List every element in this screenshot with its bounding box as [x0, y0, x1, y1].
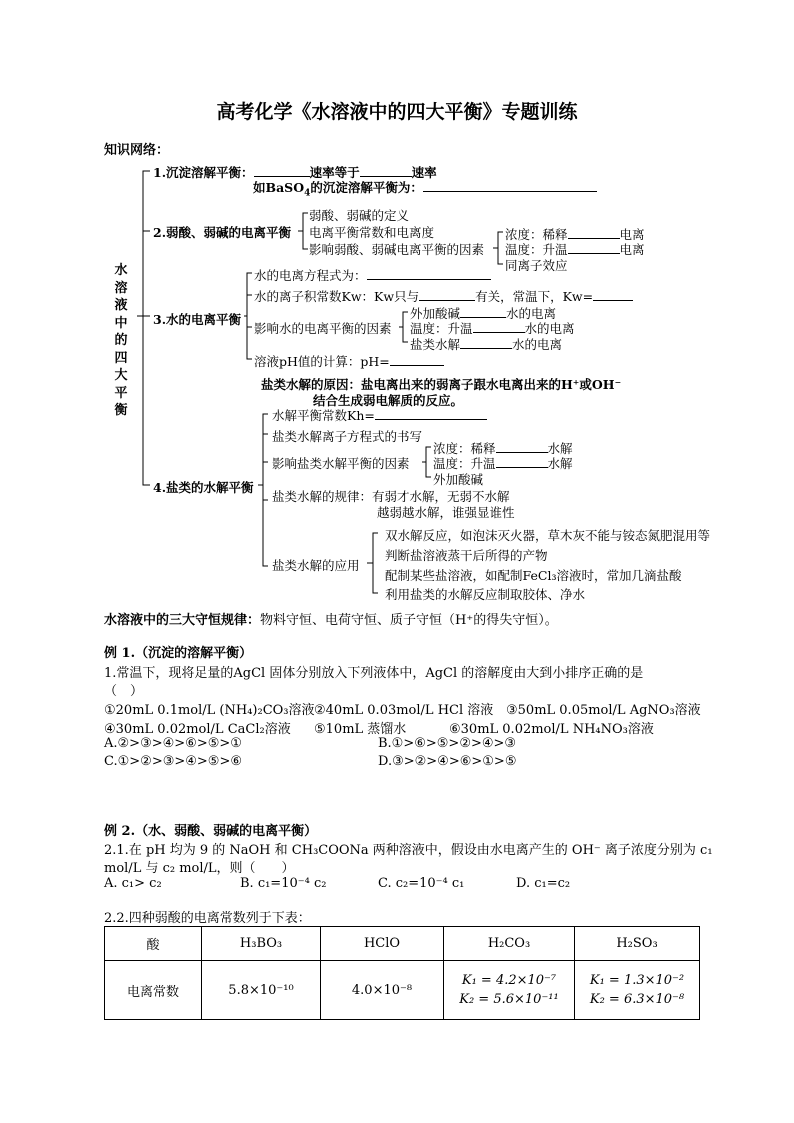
s4-head: 4.盐类的水解平衡 [153, 480, 254, 495]
s4-rule-2: 越弱越水解，谁强显谁性 [377, 505, 515, 520]
s3-factor: 影响水的电离平衡的因素 [254, 321, 392, 336]
ex1-question: 1.常温下，现将足量的AgCl 固体分别放入下列液体中，AgCl 的溶解度由大到小排序正确的是 [104, 666, 644, 681]
h2co3-k2: K₂ = 5.6×10⁻¹¹ [459, 992, 559, 1007]
ex1-option-5: ⑤10mL 蒸馏水 [314, 722, 407, 737]
ex1-option-4: ④30mL 0.02mol/L CaCl₂溶液 [104, 722, 291, 737]
ex1-option-1: ①20mL 0.1mol/L (NH₄)₂CO₃溶液 [104, 703, 315, 718]
s4-cause-1: 盐类水解的原因：盐电离出来的弱离子跟水电离出来的H⁺或OH⁻ [261, 377, 622, 392]
table-header-row [105, 927, 700, 961]
s2-item-3: 影响弱酸、弱碱电离平衡的因素 [309, 242, 485, 257]
s4-temp: 温度：升温 水解 [433, 456, 573, 471]
table-cell-h2so3 [575, 961, 700, 1020]
ex2-choice-a: A. c₁> c₂ [104, 876, 162, 891]
s2-head: 2.弱酸、弱碱的电离平衡 [153, 225, 292, 240]
ex2-choice-b: B. c₁=10⁻⁴ c₂ [240, 876, 327, 891]
ex1-choice-b: B.①>⑥>⑤>②>④>③ [378, 736, 517, 751]
s4-app-2: 判断盐溶液蒸干后所得的产物 [385, 548, 548, 563]
h2so3-k1: K₁ = 1.3×10⁻² [589, 973, 685, 988]
s2-item-2: 电离平衡常数和电离度 [309, 225, 435, 240]
s4-app-1: 双水解反应，如泡沫灭火器，草木灰不能与铵态氮肥混用等 [385, 528, 711, 543]
s3-add-acid-base: 外加酸碱 水的电离 [410, 306, 557, 321]
table-header-h3bo3: H₃BO₃ [202, 927, 321, 961]
ex2-head: 例 2.（水、弱酸、弱碱的电离平衡） [104, 824, 318, 839]
ex2-choice-d: D. c₁=c₂ [516, 876, 571, 891]
knowledge-label: 知识网络： [104, 143, 170, 158]
ex1-option-6: ⑥30mL 0.02mol/L NH₄NO₃溶液 [449, 722, 654, 737]
s3-kw: 水的离子积常数Kw：Kw只与 有关，常温下，Kw= [254, 287, 633, 305]
s3-temp: 温度：升温 水的电离 [410, 321, 575, 336]
table-row-label: 电离常数 [105, 961, 202, 1020]
s4-conc: 浓度：稀释 水解 [433, 441, 573, 456]
s4-kh: 水解平衡常数Kh= [272, 406, 487, 424]
h2so3-k2: K₂ = 6.3×10⁻⁸ [589, 992, 685, 1007]
conservation-line: 水溶液中的三大守恒规律：物料守恒、电荷守恒、质子守恒（H⁺的得失守恒）。 [104, 613, 558, 628]
s2-common-ion: 同离子效应 [505, 258, 568, 273]
table-cell-h2co3 [444, 961, 575, 1020]
s4-factor: 影响盐类水解平衡的因素 [272, 456, 410, 471]
s4-app-3: 配制某些盐溶液，如配制FeCl₃溶液时，常加几滴盐酸 [385, 568, 682, 583]
s2-temp: 温度：升温 电离 [505, 242, 645, 257]
ex1-option-2: ②40mL 0.03mol/L HCl 溶液 [314, 703, 494, 718]
s4-cause-2: 结合生成弱电解质的反应。 [313, 393, 464, 408]
s4-rule-1: 盐类水解的规律：有弱才水解，无弱不水解 [272, 489, 510, 504]
s4-ion-eq: 盐类水解离子方程式的书写 [272, 429, 423, 444]
ex1-choice-a: A.②>③>④>⑥>⑤>① [104, 736, 242, 751]
s2-item-1: 弱酸、弱碱的定义 [309, 208, 410, 223]
table-header-h2co3: H₂CO₃ [444, 927, 575, 961]
ex2-question-2: mol/L 与 c₂ mol/L，则（ ） [104, 861, 295, 876]
table-cell-h3bo3: 5.8×10⁻¹⁰ [202, 961, 321, 1020]
h2co3-k1: K₁ = 4.2×10⁻⁷ [461, 973, 557, 988]
ex2-question-1: 2.1.在 pH 均为 9 的 NaOH 和 CH₃COONa 两种溶液中，假设由水电离产生的 OH⁻ 离子浓度分别为 c₁ [104, 843, 713, 858]
s1-baso4-line: 如BaSO$_4$的沉淀溶解平衡为： [253, 178, 597, 199]
ex2-choice-c: C. c₂=10⁻⁴ c₁ [378, 876, 465, 891]
ex1-choice-c: C.①>②>③>④>⑤>⑥ [104, 754, 243, 769]
s4-add-acid-base: 外加酸碱 [433, 472, 484, 487]
table-header-hclo: HClO [321, 927, 444, 961]
ex1-option-3: ③50mL 0.05mol/L AgNO₃溶液 [506, 703, 701, 718]
table-header-h2so3: H₂SO₃ [575, 927, 700, 961]
s3-eq: 水的电离方程式为： [254, 266, 491, 284]
s1-line: 1.沉淀溶解平衡： 速率等于 速率 [153, 165, 437, 180]
s3-head: 3.水的电离平衡 [153, 312, 242, 327]
s3-ph: 溶液pH值的计算：pH= [254, 352, 444, 370]
ex1-head: 例 1.（沉淀的溶解平衡） [104, 646, 253, 661]
table-header-acid: 酸 [105, 927, 202, 961]
s3-salt: 盐类水解 水的电离 [410, 337, 563, 352]
s4-app-4: 利用盐类的水解反应制取胶体、净水 [385, 587, 586, 602]
s4-app-head: 盐类水解的应用 [272, 558, 360, 573]
ex2-question-3: 2.2.四种弱酸的电离常数列于下表： [104, 911, 311, 926]
page-title: 高考化学《水溶液中的四大平衡》专题训练 [216, 101, 578, 123]
ex1-paren: （ ） [104, 684, 144, 699]
s2-conc: 浓度：稀释 电离 [505, 227, 645, 242]
ex1-choice-d: D.③>②>④>⑥>①>⑤ [378, 754, 517, 769]
root-label: 水溶液中的四大平衡 [114, 263, 128, 418]
table-row [105, 961, 700, 1020]
ionization-constant-table [104, 926, 700, 1020]
table-cell-hclo: 4.0×10⁻⁸ [321, 961, 444, 1020]
